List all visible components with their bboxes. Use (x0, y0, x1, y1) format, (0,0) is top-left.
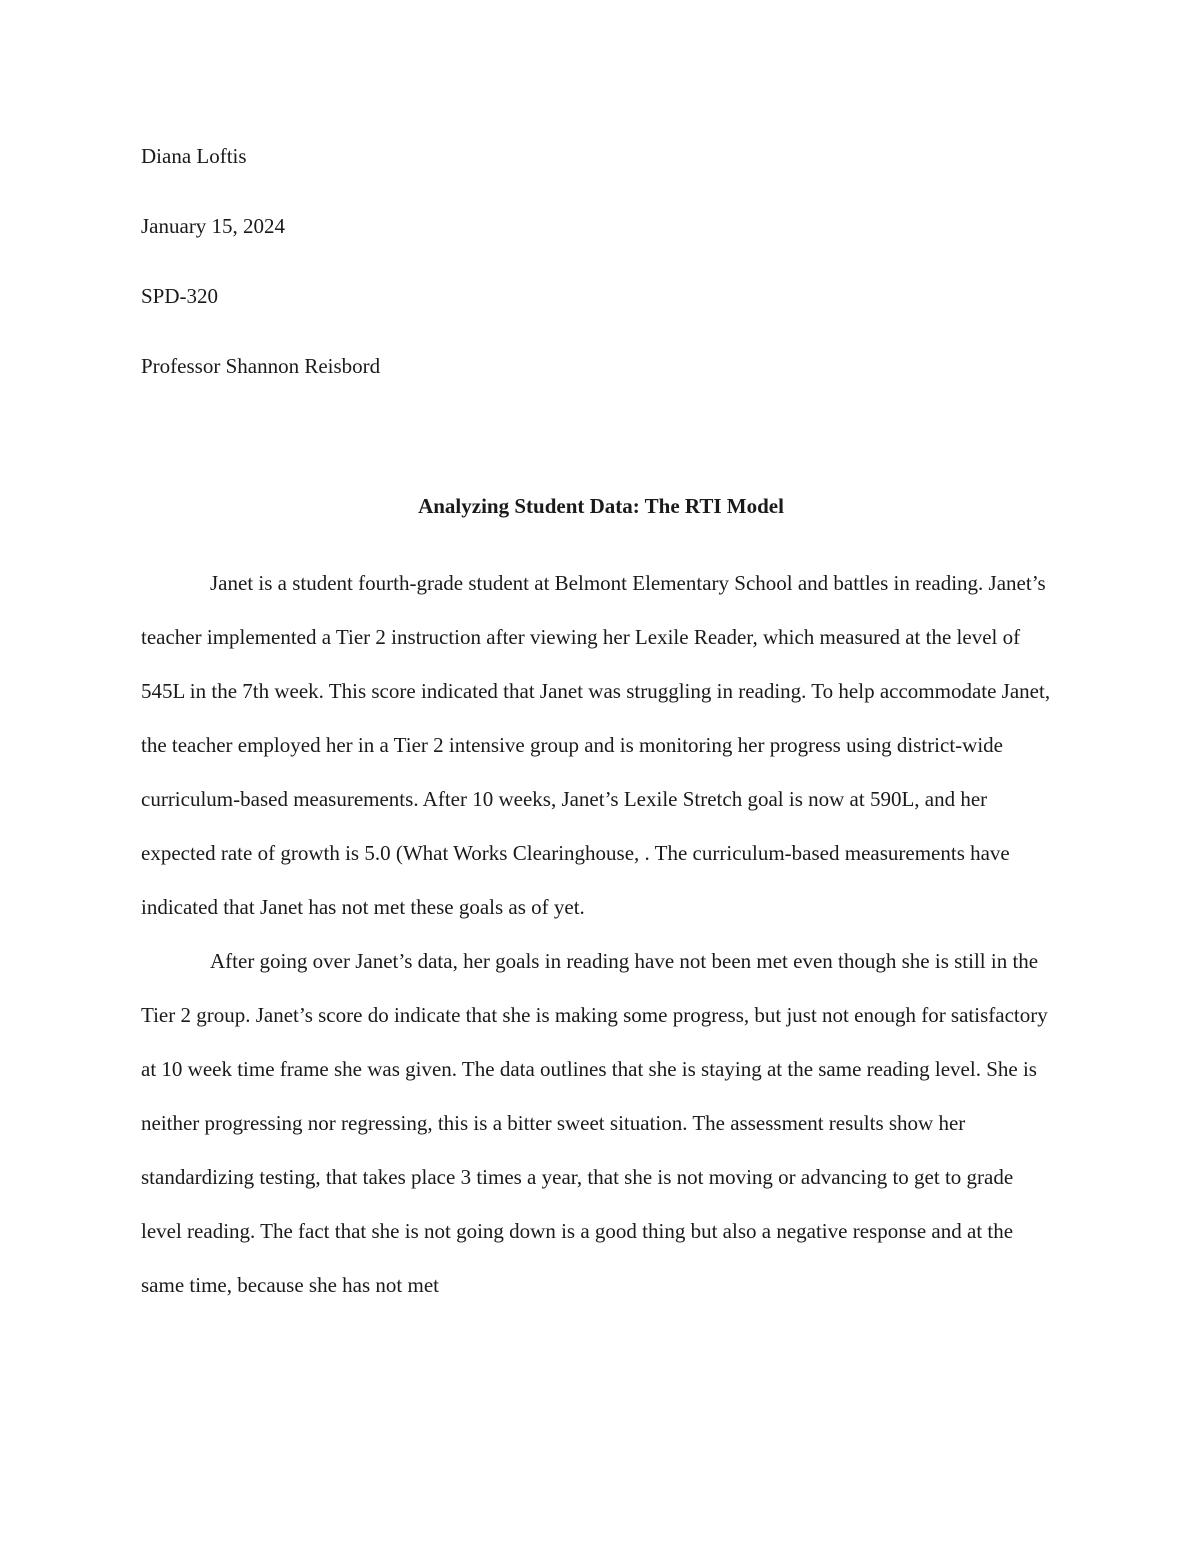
paragraph-1 (141, 556, 1056, 934)
course-code: SPD-320 (141, 284, 219, 308)
paragraph-text: Janet is a student fourth-grade student at Belmont Elementary School and battles in reading. Janet’s teacher implemented a Tier 2 instruction after viewing her Lexile Reader, which measured at the level of 545L in the 7th week. This score indicated that Janet was struggling in reading. To help accommodate Janet, the teacher employed her in a Tier 2 intensive group and is monitoring her progress using district-wide curriculum-based measurements. After 10 weeks, Janet’s Lexile Stretch goal is now at 590L, and her expected rate of growth is 5.0 (What Works Clearinghouse, . The curriculum-based measurements have indicated that Janet has not met these goals as of yet. (141, 571, 1051, 919)
paragraph-text: After going over Janet’s data, her goals in reading have not been met even though she is still in the Tier 2 group. Janet’s score do indicate that she is making some progress, but just not enough for satisfactory at 10 week time frame she was given. The data outlines that she is staying at the same reading level. She is neither progressing nor regressing, this is a bitter sweet situation. The assessment results show her standardizing testing, that takes place 3 times a year, that she is not moving or advancing to get to grade level reading. The fact that she is not going down is a good thing but also a negative response and at the same time, because she has not met (141, 949, 1048, 1297)
instructor-name: Professor Shannon Reisbord (141, 354, 381, 378)
author-name: Diana Loftis (141, 144, 247, 168)
document-date: January 15, 2024 (141, 214, 286, 238)
document-title: Analyzing Student Data: The RTI Model (418, 494, 784, 518)
document-body (141, 556, 1056, 1312)
paragraph-2 (141, 934, 1056, 1312)
document-header (141, 138, 1061, 418)
